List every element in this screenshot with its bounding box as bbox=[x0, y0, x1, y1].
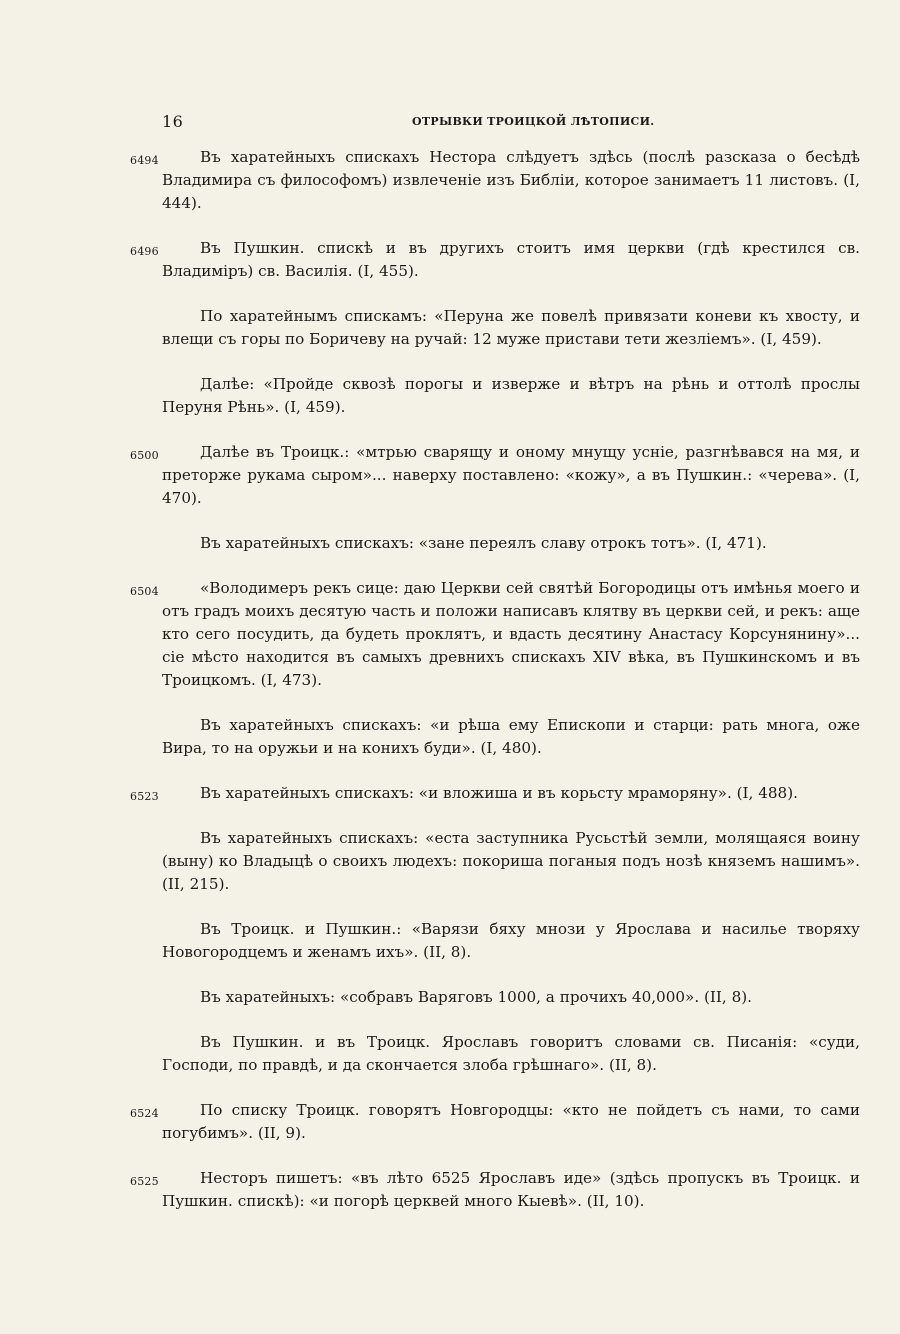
entry-text: Въ харатейныхъ спискахъ: «и рѣша ему Епископи и старци: рать многа, оже Вира, то на оружьи и на конихъ буди». (I, 480). bbox=[162, 716, 860, 757]
entry-varyagov bbox=[162, 986, 860, 1009]
entry-6494 bbox=[130, 146, 860, 215]
entry-text: Въ харатейныхъ спискахъ: «еста заступника Русьстѣй земли, молящаяся воину (выну) ко Владыцѣ о своихъ людехъ: покориша поганыя подъ нозѣ княземъ нашимъ». (II, 215). bbox=[162, 829, 860, 893]
entry-text: Въ Пушкин. спискѣ и въ другихъ стоитъ имя церкви (гдѣ крестился св. Владиміръ) св. Василія. (I, 455). bbox=[162, 239, 860, 280]
entry-text: Въ харатейныхъ спискахъ Нестора слѣдуетъ здѣсь (послѣ разсказа о бесѣдѣ Владимира съ философомъ) извлеченіе изъ Библіи, которое занимаетъ 11 листовъ. (I, 444). bbox=[162, 148, 860, 212]
entry-text: Въ харатейныхъ: «собравъ Варяговъ 1000, а прочихъ 40,000». (II, 8). bbox=[200, 988, 752, 1006]
entry-text: Въ харатейныхъ спискахъ: «зане переялъ славу отрокъ тотъ». (I, 471). bbox=[200, 534, 767, 552]
entry-episkopi bbox=[162, 714, 860, 760]
entry-text: «Володимеръ рекъ сице: даю Церкви сей святѣй Богородицы отъ имѣнья моего и отъ градъ моихъ десятую часть и положи написавъ клятву въ церкви сей, и рекъ: аще кто сего посудить, да будеть проклятъ, и вдасть десятину Анастасу Корсунянину»... сіе мѣсто находится въ самыхъ древнихъ спискахъ XIV вѣка, въ Пушкинскомъ и въ Троицкомъ. (I, 473). bbox=[162, 579, 860, 689]
year-marker: 6500 bbox=[130, 449, 159, 462]
entry-6523 bbox=[130, 782, 860, 805]
year-marker: 6494 bbox=[130, 154, 159, 167]
entry-pisaniya bbox=[162, 1031, 860, 1077]
entry-6524 bbox=[130, 1099, 860, 1145]
entry-text: Въ харатейныхъ спискахъ: «и вложиша и въ корьсту мраморяну». (I, 488). bbox=[200, 784, 798, 802]
year-marker: 6496 bbox=[130, 245, 159, 258]
entry-6496 bbox=[130, 237, 860, 283]
entry-otrok bbox=[162, 532, 860, 555]
entry-6525 bbox=[130, 1167, 860, 1213]
entry-text: Далѣе въ Троицк.: «мтрью сварящу и оному мнущу усніе, разгнѣвався на мя, и преторже рукама сыром»... наверху поставлено: «кожу», а въ Пушкин.: «черева». (I, 470). bbox=[162, 443, 860, 507]
page-number: 16 bbox=[162, 112, 184, 131]
year-marker: 6524 bbox=[130, 1107, 159, 1120]
entry-perun-2 bbox=[162, 373, 860, 419]
year-marker: 6525 bbox=[130, 1175, 159, 1188]
year-marker: 6504 bbox=[130, 585, 159, 598]
running-title: ОТРЫВКИ ТРОИЦКОЙ ЛѢТОПИСИ. bbox=[412, 115, 655, 128]
year-marker: 6523 bbox=[130, 790, 159, 803]
entry-6504 bbox=[130, 577, 860, 692]
entry-text: Несторъ пишетъ: «въ лѣто 6525 Ярославъ иде» (здѣсь пропускъ въ Троицк. и Пушкин. спискѣ): «и погорѣ церквей много Кыевѣ». (II, 10). bbox=[162, 1169, 860, 1210]
entry-text: Далѣе: «Пройде сквозѣ порогы и изверже и вѣтръ на рѣнь и оттолѣ прослы Перуня Рѣнь». (I, 459). bbox=[162, 375, 860, 416]
entry-text: Въ Троицк. и Пушкин.: «Варязи бяху мнози у Ярослава и насилье творяху Новогородцемъ и женамъ ихъ». (II, 8). bbox=[162, 920, 860, 961]
entry-varyazi bbox=[162, 918, 860, 964]
entry-text: По списку Троицк. говорятъ Новгородцы: «кто не пойдетъ съ нами, то сами погубимъ». (II, 9). bbox=[162, 1101, 860, 1142]
entry-perun-1 bbox=[162, 305, 860, 351]
page-header bbox=[162, 112, 860, 134]
entry-zastupnika bbox=[162, 827, 860, 896]
entry-text: По харатейнымъ спискамъ: «Перуна же повелѣ привязати коневи къ хвосту, и влещи съ горы по Боричеву на ручай: 12 муже пристави тети жезліемъ». (I, 459). bbox=[162, 307, 860, 348]
entry-text: Въ Пушкин. и въ Троицк. Ярославъ говоритъ словами св. Писанія: «суди, Господи, по правдѣ, и да скончается злоба грѣшнаго». (II, 8). bbox=[162, 1033, 860, 1074]
chronicle-notes bbox=[0, 146, 900, 1213]
entry-6500 bbox=[130, 441, 860, 510]
